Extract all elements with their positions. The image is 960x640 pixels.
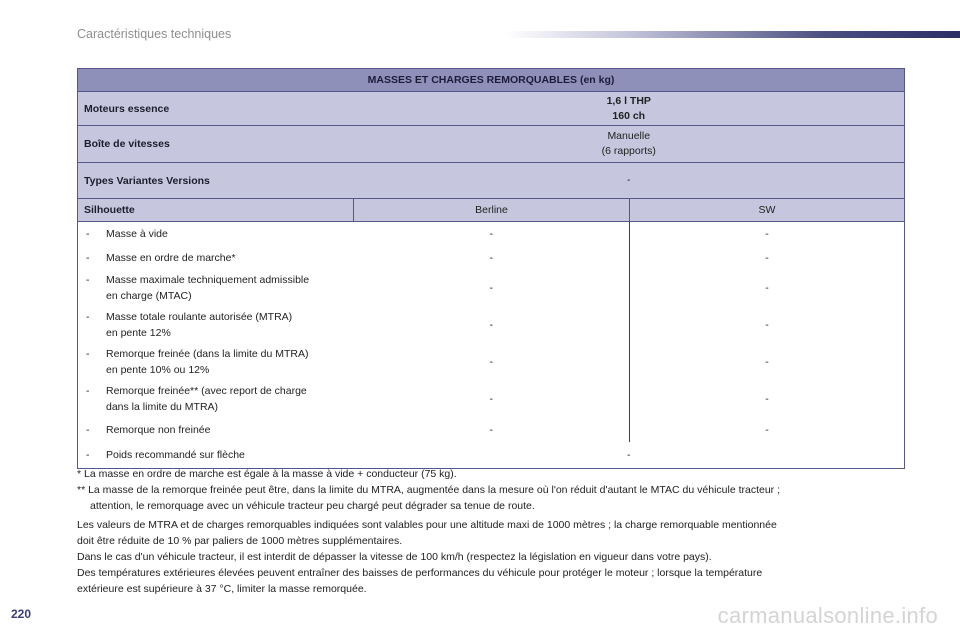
table-row [78, 246, 905, 270]
row-label [78, 307, 354, 344]
row-dash: - [86, 251, 90, 264]
row-label [78, 222, 354, 246]
moteurs-value-line1: 1,6 l THP [606, 94, 651, 107]
watermark: carmanualsonline.info [717, 603, 938, 628]
header-gradient-bar [505, 31, 960, 38]
masses-table [77, 68, 905, 469]
table-row [78, 222, 905, 246]
boite-value-line2: (6 rapports) [601, 145, 656, 157]
table-title: MASSES ET CHARGES REMORQUABLES (en kg) [78, 69, 905, 92]
row-label [78, 442, 354, 469]
row-boite [78, 126, 905, 163]
footnotes [77, 466, 907, 514]
row-label-line1: Remorque freinée** (avec report de charge [106, 385, 307, 397]
row-label-line1: Masse maximale techniquement admissible [106, 274, 310, 286]
row-label-line1: Masse en ordre de marche* [106, 251, 236, 264]
boite-label: Boîte de vitesses [78, 126, 354, 163]
moteurs-value-line2: 160 ch [612, 109, 646, 122]
row-sw-value: - [630, 418, 905, 442]
paragraph-line: Les valeurs de MTRA et de charges remorquables indiquées sont valables pour une altitude maxi de 1000 mètres ; la charge remorquable mentionnée [77, 519, 777, 531]
table-row [78, 307, 905, 344]
row-silhouette [78, 199, 905, 222]
table-row [78, 442, 905, 469]
row-label-line1: Poids recommandé sur flèche [106, 448, 245, 461]
row-berline-value: - [489, 423, 493, 436]
info-paragraph [77, 517, 907, 597]
row-label-line2: dans la limite du MTRA) [106, 401, 219, 413]
footnote-1: * La masse en ordre de marche est égale à la masse à vide + conducteur (75 kg). [77, 468, 457, 480]
footnote-2: ** La masse de la remorque freinée peut être, dans la limite du MTRA, augmentée dans la mesure où l'on réduit d'autant le MTAC du véhicule tracteur ; [77, 484, 781, 496]
row-label-line1: Remorque freinée (dans la limite du MTRA) [106, 348, 309, 360]
row-label-line2: en pente 12% [106, 327, 171, 339]
boite-value-line1: Manuelle [607, 130, 651, 142]
row-dash: - [86, 385, 90, 397]
table-title-row [78, 69, 905, 92]
row-label [78, 381, 354, 418]
row-label-line2: en charge (MTAC) [106, 290, 192, 302]
paragraph-line: extérieure est supérieure à 37 °C, limiter la masse remorquée. [77, 583, 367, 595]
row-sw-value: - [630, 270, 905, 307]
row-sw-value: - [630, 246, 905, 270]
moteurs-label: Moteurs essence [78, 92, 354, 126]
row-label [78, 418, 354, 442]
row-sw-value: - [630, 344, 905, 381]
row-label [78, 246, 354, 270]
moteurs-value [354, 92, 905, 126]
row-dash: - [86, 227, 90, 240]
row-label [78, 344, 354, 381]
row-dash: - [86, 448, 90, 461]
row-berline-value: - [489, 227, 493, 240]
page-section-title: Caractéristiques techniques [77, 27, 232, 41]
row-dash: - [86, 274, 90, 286]
row-merged-value: - [627, 448, 631, 461]
paragraph-line: Des températures extérieures élevées peuvent entraîner des baisses de performances du véhicule pour protéger le moteur ; lorsque la température [77, 567, 763, 579]
table-row [78, 418, 905, 442]
page-number: 220 [10, 607, 32, 621]
row-dash: - [86, 348, 90, 360]
row-label-line1: Masse totale roulante autorisée (MTRA) [106, 311, 293, 323]
table-row [78, 270, 905, 307]
row-sw-value: - [630, 307, 905, 344]
row-dash: - [86, 423, 90, 436]
boite-value [354, 126, 905, 163]
types-value: - [354, 163, 905, 199]
silhouette-berline: Berline [354, 199, 630, 222]
row-label-line1: Masse à vide [106, 227, 168, 240]
table-row [78, 344, 905, 381]
row-berline-value: - [489, 251, 493, 264]
row-berline-value: - [489, 282, 493, 294]
types-label: Types Variantes Versions [78, 163, 354, 199]
row-sw-value: - [630, 381, 905, 418]
row-berline-value: - [489, 319, 493, 331]
row-label-line2: en pente 10% ou 12% [106, 364, 210, 376]
row-label [78, 270, 354, 307]
row-moteurs [78, 92, 905, 126]
row-types [78, 163, 905, 199]
row-berline-value: - [489, 356, 493, 368]
paragraph-line: doit être réduite de 10 % par paliers de 1000 mètres supplémentaires. [77, 535, 403, 547]
row-berline-value: - [489, 393, 493, 405]
paragraph-line: Dans le cas d'un véhicule tracteur, il est interdit de dépasser la vitesse de 100 km/h (respectez la législation en vigueur dans votre pays). [77, 551, 712, 563]
silhouette-label: Silhouette [78, 199, 354, 222]
table-row [78, 381, 905, 418]
footnote-2-continued: attention, le remorquage avec un véhicule tracteur peu chargé peut dégrader sa tenue de route. [90, 500, 535, 512]
row-sw-value: - [630, 222, 905, 246]
silhouette-sw: SW [630, 199, 905, 222]
row-dash: - [86, 311, 90, 323]
row-label-line1: Remorque non freinée [106, 423, 211, 436]
